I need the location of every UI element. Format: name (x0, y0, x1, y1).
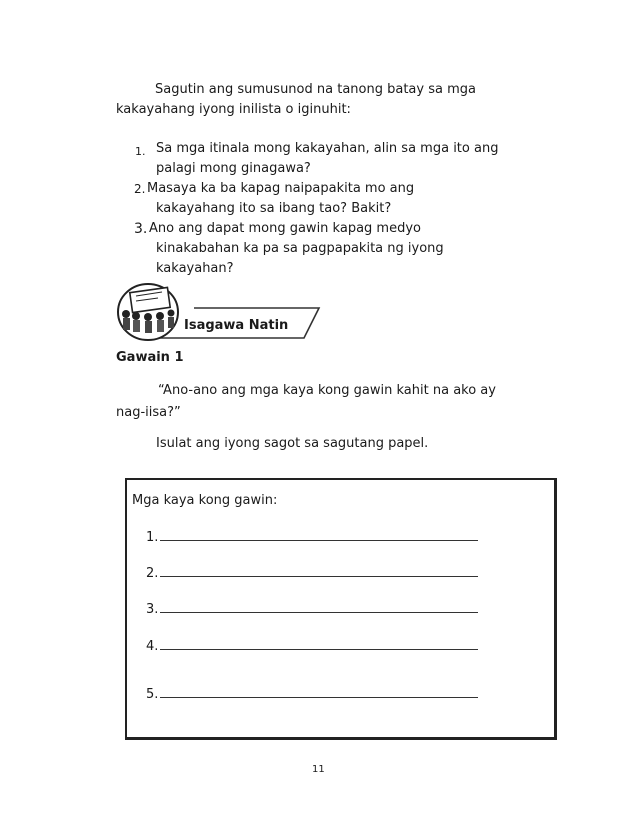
question-3-line-1: Ano ang dapat mong gawin kapag medyo (149, 221, 421, 236)
question-2-line-1: Masaya ka ba kapag naipapakita mo ang (147, 181, 415, 196)
answer-line-1[interactable] (146, 528, 478, 548)
answer-line-4[interactable] (146, 637, 478, 657)
page-number: 11 (312, 764, 325, 775)
activity-quote-line-2: nag-iisa?” (116, 405, 181, 420)
answer-line-2[interactable] (146, 564, 478, 584)
question-2-line-2: kakayahang ito sa ibang tao? Bakit? (156, 201, 392, 216)
answer-number: 3. (146, 602, 159, 617)
answer-blank[interactable] (160, 564, 478, 577)
answer-line-3[interactable] (146, 600, 478, 620)
question-1-number: 1. (135, 145, 146, 158)
answer-number: 5. (146, 687, 159, 702)
question-1-line-2: palagi mong ginagawa? (156, 161, 311, 176)
question-3-line-3: kakayahan? (156, 261, 234, 276)
answer-number: 2. (146, 566, 159, 581)
answer-blank[interactable] (160, 685, 478, 698)
intro-line-2: kakayahang iyong inilista o iginuhit: (116, 102, 351, 117)
answer-number: 4. (146, 639, 159, 654)
question-1-line-1: Sa mga itinala mong kakayahan, alin sa mga ito ang (156, 141, 499, 156)
answer-blank[interactable] (160, 600, 478, 613)
answer-box-heading: Mga kaya kong gawin: (132, 493, 278, 508)
banner-title: Isagawa Natin (184, 318, 289, 333)
answer-blank[interactable] (160, 637, 478, 650)
intro-line-1: Sagutin ang sumusunod na tanong batay sa mga (155, 82, 476, 97)
activity-title: Gawain 1 (116, 350, 184, 365)
classroom-illustration-icon (114, 282, 329, 344)
question-2-number: 2. (134, 182, 146, 196)
question-3-number: 3. (134, 221, 148, 237)
activity-instruction: Isulat ang iyong sagot sa sagutang papel. (156, 436, 429, 451)
answer-number: 1. (146, 530, 159, 545)
answer-blank[interactable] (160, 528, 478, 541)
answer-line-5[interactable] (146, 685, 478, 705)
question-3-line-2: kinakabahan ka pa sa pagpapakita ng iyong (156, 241, 444, 256)
activity-quote-line-1: “Ano-ano ang mga kaya kong gawin kahit na ako ay (158, 383, 496, 398)
